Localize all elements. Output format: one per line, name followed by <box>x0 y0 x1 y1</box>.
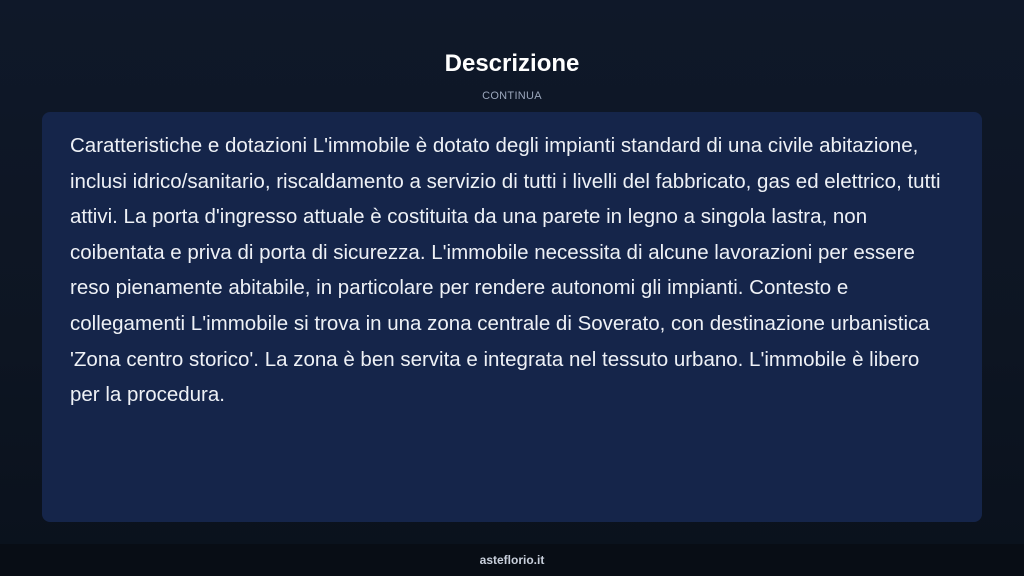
continue-label: CONTINUA <box>482 90 542 102</box>
description-panel <box>42 112 982 522</box>
footer-brand: asteflorio.it <box>0 544 1024 576</box>
page-title: Descrizione <box>444 50 580 77</box>
description-text: Caratteristiche e dotazioni L'immobile è dotato degli impianti standard di una civile abitazione, inclusi idrico/sanitario, riscaldamento a servizio di tutti i livelli del fabbricato, gas ed elettrico, tutti attivi. La porta d'ingresso attuale è costituita da una parete in legno a singola lastra, non coibentata e priva di porta di sicurezza. L'immobile necessita di alcune lavorazioni per essere reso pienamente abitabile, in particolare per rendere autonomi gli impianti. Contesto e collegamenti L'immobile si trova in una zona centrale di Soverato, con destinazione urbanistica 'Zona centro storico'. La zona è ben servita e integrata nel tessuto urbano. L'immobile è libero per la procedura. <box>70 134 941 407</box>
